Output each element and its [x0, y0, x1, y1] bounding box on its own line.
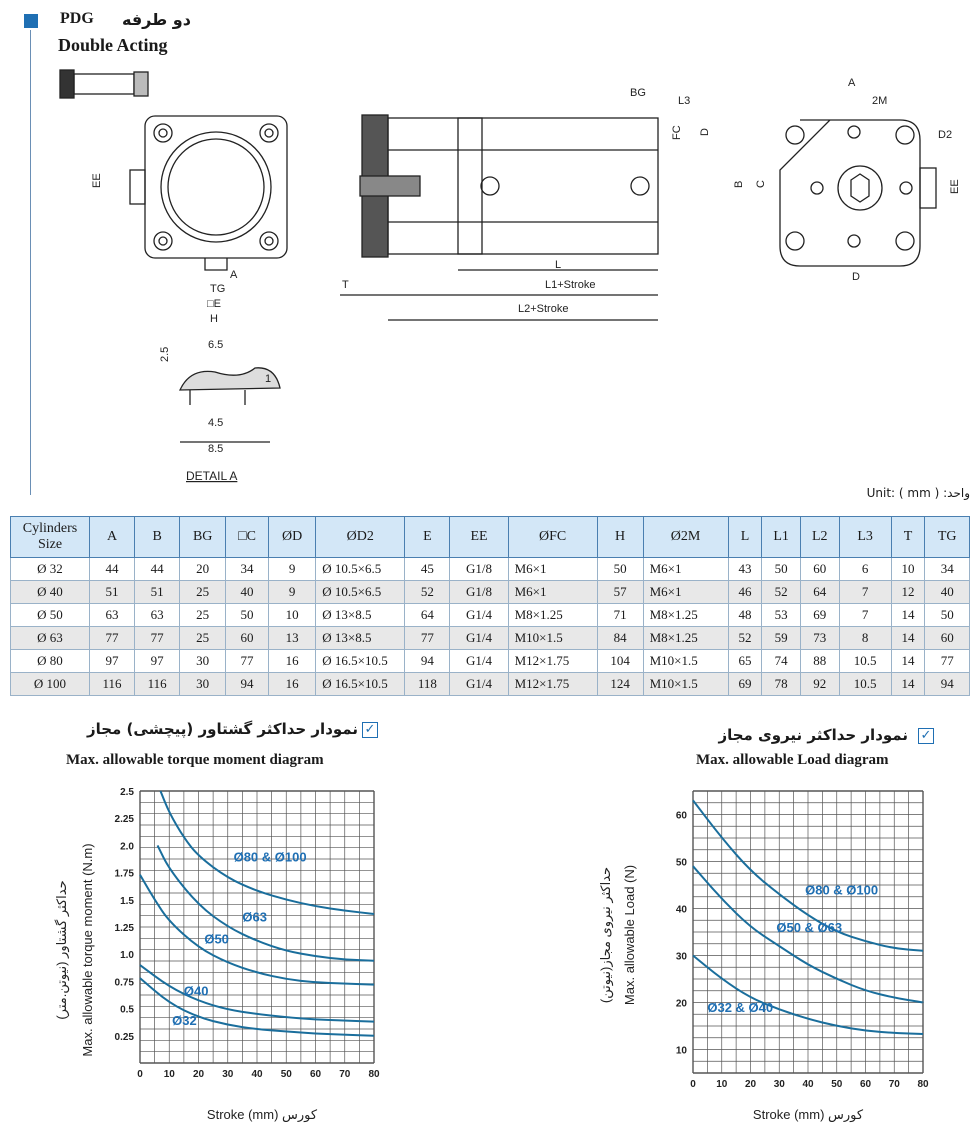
table-header-cell: L3	[839, 517, 891, 558]
dim-b: B	[733, 180, 745, 188]
detail-a-caption: DETAIL A	[186, 469, 238, 483]
table-cell: 52	[405, 581, 450, 604]
table-cell: 57	[597, 581, 643, 604]
torque-ytick-label: 2.0	[120, 841, 134, 853]
load-title-en: Max. allowable Load diagram	[696, 752, 889, 768]
table-cell: 59	[762, 627, 801, 650]
load-ytick-label: 40	[675, 904, 687, 916]
load-series-label: Ø32 & Ø40	[707, 999, 774, 1015]
table-cell: Ø 63	[11, 627, 90, 650]
table-cell: G1/4	[450, 604, 508, 627]
dim-detail-2-5: 2.5	[159, 346, 171, 362]
torque-title-fa: نمودار حداکثر گشتاور (پیچشی) مجاز	[86, 720, 358, 738]
table-cell: 50	[597, 558, 643, 581]
table-header-cell: BG	[180, 517, 226, 558]
table-cell: G1/4	[450, 627, 508, 650]
rear-view	[780, 120, 936, 266]
table-cell: 10.5	[839, 673, 891, 696]
table-cell: Ø 13×8.5	[316, 627, 405, 650]
torque-xtick-label: 0	[137, 1069, 143, 1080]
table-cell: 25	[180, 604, 226, 627]
model-code: PDG	[60, 10, 94, 27]
table-cell: 14	[891, 627, 925, 650]
load-title-fa: نمودار حداکثر نیروی مجاز	[718, 726, 908, 744]
table-cell: 52	[762, 581, 801, 604]
table-cell: Ø 40	[11, 581, 90, 604]
table-cell: 65	[728, 650, 762, 673]
table-cell: 10	[891, 558, 925, 581]
table-cell: G1/8	[450, 558, 508, 581]
torque-series-label: Ø40	[183, 983, 209, 999]
table-cell: M6×1	[508, 581, 597, 604]
table-cell: 30	[180, 650, 226, 673]
table-cell: 7	[839, 604, 891, 627]
torque-xtick-label: 30	[222, 1069, 234, 1080]
table-cell: 104	[597, 650, 643, 673]
table-cell: 97	[90, 650, 135, 673]
torque-ylabel-fa: حداکثر گشتاور (نیوتن.متر)	[54, 880, 69, 1020]
table-cell: 16	[268, 650, 315, 673]
dim-d-rear: D	[852, 271, 860, 283]
table-header-cell: T	[891, 517, 925, 558]
torque-ytick-label: 0.5	[120, 1004, 134, 1016]
table-row	[11, 558, 970, 581]
table-cell: Ø 16.5×10.5	[316, 673, 405, 696]
table-header-cell: A	[90, 517, 135, 558]
dim-e: □E	[207, 298, 221, 310]
load-xtick-label: 70	[888, 1079, 900, 1090]
table-cell: 51	[90, 581, 135, 604]
table-cell: 50	[925, 604, 970, 627]
table-cell: 74	[762, 650, 801, 673]
table-cell: 45	[405, 558, 450, 581]
torque-ylabel-en: Max. allowable torque moment (N.m)	[80, 843, 95, 1057]
table-cell: 9	[268, 581, 315, 604]
table-cell: 43	[728, 558, 762, 581]
torque-xtick-label: 20	[192, 1069, 205, 1080]
table-header-cell: L2	[800, 517, 839, 558]
load-ylabel-fa: حداکثر نیروی مجاز(نیوتن)	[598, 866, 613, 1004]
table-cell: 84	[597, 627, 643, 650]
table-cell: 94	[925, 673, 970, 696]
table-cell: 10	[268, 604, 315, 627]
table-cell: 34	[925, 558, 970, 581]
table-cell: 53	[762, 604, 801, 627]
table-cell: 10.5	[839, 650, 891, 673]
table-cell: 69	[728, 673, 762, 696]
dim-detail-1: 1	[265, 373, 272, 385]
torque-ytick-label: 1.75	[114, 868, 134, 880]
torque-series-label: Ø50	[204, 931, 229, 947]
load-xtick-label: 20	[744, 1079, 757, 1090]
table-cell: 40	[226, 581, 269, 604]
dim-d2: D2	[938, 129, 953, 141]
torque-xtick-label: 70	[339, 1069, 351, 1080]
load-xlabel: Stroke (mm) کورس	[752, 1107, 864, 1122]
table-cell: 14	[891, 650, 925, 673]
torque-title-en: Max. allowable torque moment diagram	[66, 752, 324, 768]
table-cell: 71	[597, 604, 643, 627]
front-view	[130, 116, 287, 270]
table-header-cell: TG	[925, 517, 970, 558]
spec-table	[10, 516, 970, 696]
table-cell: 92	[800, 673, 839, 696]
table-cell: 77	[226, 650, 269, 673]
torque-ytick-label: 1.0	[120, 950, 134, 962]
dim-detail-6-5: 6.5	[208, 339, 224, 351]
table-cell: 77	[405, 627, 450, 650]
table-cell: 25	[180, 627, 226, 650]
table-header-cell: □C	[226, 517, 269, 558]
load-xtick-label: 80	[917, 1079, 929, 1090]
dim-ee-rear: EE	[949, 179, 961, 194]
table-header-cell: ØD	[268, 517, 315, 558]
dim-a-rear: A	[848, 77, 856, 89]
table-cell: 118	[405, 673, 450, 696]
table-cell: 44	[90, 558, 135, 581]
torque-ytick-label: 1.5	[120, 895, 134, 907]
table-cell: 25	[180, 581, 226, 604]
dim-c: C	[755, 180, 767, 188]
table-cell: 116	[90, 673, 135, 696]
table-cell: Ø 16.5×10.5	[316, 650, 405, 673]
dim-l2: L2+Stroke	[518, 303, 569, 315]
checkbox-checked-icon: ✓	[918, 728, 934, 744]
table-cell: Ø 32	[11, 558, 90, 581]
table-cell: 63	[90, 604, 135, 627]
torque-series-label: Ø80 & Ø100	[233, 849, 307, 865]
table-cell: 30	[180, 673, 226, 696]
torque-chart	[40, 775, 390, 1130]
table-header-row	[11, 517, 970, 558]
table-cell: 16	[268, 673, 315, 696]
table-row	[11, 650, 970, 673]
table-cell: 97	[135, 650, 180, 673]
dim-l1: L1+Stroke	[545, 279, 596, 291]
cylinder-thumbnail-icon	[60, 70, 148, 98]
torque-ytick-label: 2.5	[120, 787, 134, 798]
torque-series-label: Ø32	[172, 1012, 197, 1028]
load-xtick-label: 50	[831, 1079, 843, 1090]
torque-xtick-label: 80	[368, 1069, 380, 1080]
table-row	[11, 673, 970, 696]
table-cell: 94	[226, 673, 269, 696]
dim-detail-4-5: 4.5	[208, 417, 224, 429]
table-cell: 77	[135, 627, 180, 650]
table-cell: 51	[135, 581, 180, 604]
table-cell: Ø 10.5×6.5	[316, 558, 405, 581]
table-cell: 20	[180, 558, 226, 581]
table-header-cell: H	[597, 517, 643, 558]
table-cell: 12	[891, 581, 925, 604]
table-cell: 48	[728, 604, 762, 627]
table-cell: 60	[226, 627, 269, 650]
table-cell: 69	[800, 604, 839, 627]
table-header-cell: Cylinders Size	[11, 517, 90, 558]
subtitle: Double Acting	[58, 35, 168, 55]
table-cell: M10×1.5	[508, 627, 597, 650]
table-cell: 64	[800, 581, 839, 604]
dim-h: H	[210, 313, 218, 325]
torque-xlabel: Stroke (mm) کورس	[206, 1107, 318, 1122]
table-cell: 78	[762, 673, 801, 696]
load-xtick-label: 30	[773, 1079, 785, 1090]
dim-bg: BG	[630, 87, 646, 99]
load-xtick-label: 10	[716, 1079, 728, 1090]
title-farsi: دو طرفه	[122, 10, 191, 29]
table-cell: M6×1	[508, 558, 597, 581]
section-marker	[24, 14, 38, 28]
table-cell: 64	[405, 604, 450, 627]
load-ytick-label: 20	[675, 998, 687, 1010]
technical-drawings	[40, 60, 975, 500]
table-header-cell: E	[405, 517, 450, 558]
table-cell: M10×1.5	[643, 673, 728, 696]
table-cell: 63	[135, 604, 180, 627]
checkbox-checked-icon: ✓	[362, 722, 378, 738]
table-cell: 88	[800, 650, 839, 673]
table-cell: 50	[226, 604, 269, 627]
table-cell: G1/8	[450, 581, 508, 604]
table-cell: 50	[762, 558, 801, 581]
table-cell: 73	[800, 627, 839, 650]
table-header-cell: L1	[762, 517, 801, 558]
load-ytick-label: 50	[675, 857, 687, 869]
load-chart	[590, 775, 940, 1130]
table-cell: 7	[839, 581, 891, 604]
table-header-cell: B	[135, 517, 180, 558]
dim-2m: 2M	[872, 95, 888, 107]
table-cell: Ø 50	[11, 604, 90, 627]
torque-ytick-label: 1.25	[114, 923, 134, 934]
table-cell: 60	[925, 627, 970, 650]
table-cell: 77	[925, 650, 970, 673]
load-xtick-label: 40	[802, 1079, 814, 1090]
table-cell: Ø 80	[11, 650, 90, 673]
table-row	[11, 627, 970, 650]
torque-ytick-label: 0.25	[114, 1031, 134, 1043]
table-cell: 8	[839, 627, 891, 650]
table-cell: Ø 100	[11, 673, 90, 696]
table-header-cell: L	[728, 517, 762, 558]
load-ylabel-en: Max. allowable Load (N)	[622, 864, 637, 1006]
dim-a-front: A	[230, 269, 238, 281]
table-cell: 116	[135, 673, 180, 696]
dim-ee-front: EE	[91, 173, 103, 188]
table-cell: 9	[268, 558, 315, 581]
table-row	[11, 581, 970, 604]
table-cell: M12×1.75	[508, 650, 597, 673]
table-cell: M8×1.25	[508, 604, 597, 627]
dim-l3: L3	[678, 95, 691, 107]
torque-xtick-label: 40	[251, 1069, 263, 1080]
table-cell: 14	[891, 673, 925, 696]
torque-series-label: Ø63	[242, 909, 267, 925]
table-cell: 14	[891, 604, 925, 627]
table-cell: 13	[268, 627, 315, 650]
table-cell: 34	[226, 558, 269, 581]
torque-ytick-label: 2.25	[114, 814, 134, 826]
table-header-cell: EE	[450, 517, 508, 558]
table-cell: M10×1.5	[643, 650, 728, 673]
table-cell: 52	[728, 627, 762, 650]
table-header-cell: Ø2M	[643, 517, 728, 558]
table-cell: M6×1	[643, 558, 728, 581]
load-series-label: Ø50 & Ø63	[776, 920, 843, 935]
load-xtick-label: 0	[690, 1079, 696, 1090]
torque-ytick-label: 0.75	[114, 977, 134, 989]
section-line	[30, 30, 31, 495]
unit-label: Unit: ( mm ) :واحد	[866, 486, 970, 500]
load-ytick-label: 60	[675, 810, 687, 822]
torque-xtick-label: 50	[280, 1069, 292, 1080]
table-cell: G1/4	[450, 650, 508, 673]
dim-tg: TG	[210, 283, 226, 295]
table-cell: 6	[839, 558, 891, 581]
table-cell: M8×1.25	[643, 604, 728, 627]
table-cell: 124	[597, 673, 643, 696]
load-series-label: Ø80 & Ø100	[805, 882, 879, 898]
table-cell: Ø 13×8.5	[316, 604, 405, 627]
table-row	[11, 604, 970, 627]
dim-detail-8-5: 8.5	[208, 443, 224, 455]
table-cell: M8×1.25	[643, 627, 728, 650]
table-header-cell: ØD2	[316, 517, 405, 558]
torque-xtick-label: 60	[309, 1069, 322, 1080]
table-cell: M12×1.75	[508, 673, 597, 696]
dim-t: T	[342, 279, 349, 291]
table-cell: G1/4	[450, 673, 508, 696]
table-cell: 40	[925, 581, 970, 604]
table-header-cell: ØFC	[508, 517, 597, 558]
torque-xtick-label: 10	[163, 1069, 175, 1080]
table-cell: 46	[728, 581, 762, 604]
table-cell: M6×1	[643, 581, 728, 604]
table-cell: Ø 10.5×6.5	[316, 581, 405, 604]
table-cell: 94	[405, 650, 450, 673]
table-cell: 77	[90, 627, 135, 650]
side-view	[340, 115, 658, 320]
dim-l: L	[555, 259, 562, 271]
load-xtick-label: 60	[859, 1079, 872, 1090]
load-ytick-label: 30	[675, 951, 687, 963]
dim-fc: FC	[671, 125, 683, 140]
table-cell: 44	[135, 558, 180, 581]
load-ytick-label: 10	[675, 1045, 687, 1057]
dim-d-side: D	[699, 128, 711, 136]
table-cell: 60	[800, 558, 839, 581]
